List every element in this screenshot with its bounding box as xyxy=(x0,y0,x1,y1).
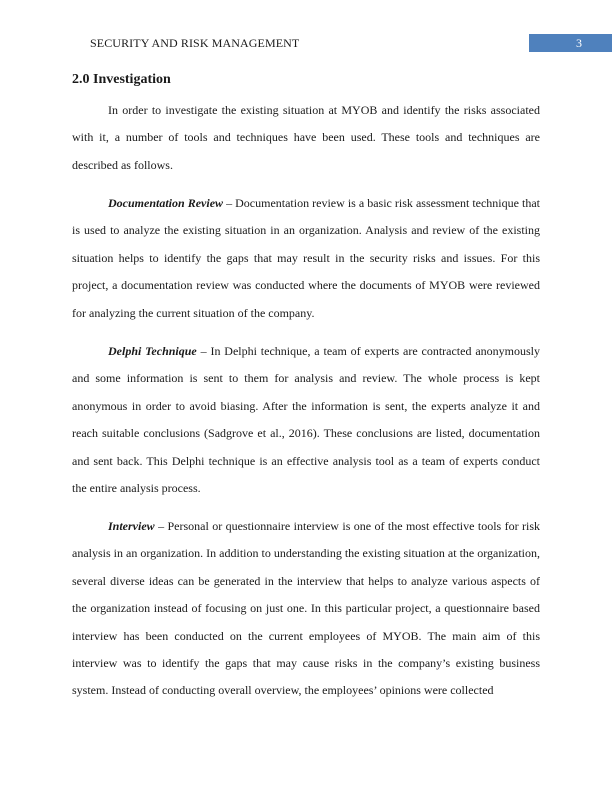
delphi-technique-text: – In Delphi technique, a team of experts are contracted anonymously and some information is sent to them for analysis and review. The whole process is kept anonymous in order to avoid biasing. After the information is sent, the experts analyze it and reach suitable conclusions (Sadgrove et al., 2016). These conclusions are listed, documentation and sent back. This Delphi technique is an effective analysis tool as a team of experts conduct the entire analysis process. xyxy=(72,344,540,496)
documentation-review-text: – Documentation review is a basic risk assessment technique that is used to analyze the existing situation in an organization. Analysis and review of the existing situation helps to identify the gaps that may result in the security risks and issues. For this project, a documentation review was conducted where the documents of MYOB were reviewed for analyzing the current situation of the company. xyxy=(72,196,540,320)
section-heading: 2.0 Investigation xyxy=(72,72,171,87)
delphi-technique-term: Delphi Technique xyxy=(108,344,197,358)
running-header: SECURITY AND RISK MANAGEMENT xyxy=(90,36,300,50)
delphi-technique-paragraph xyxy=(72,338,540,502)
interview-text: – Personal or questionnaire interview is one of the most effective tools for risk analysis in an organization. In addition to understanding the existing situation at the organization, several diverse ideas can be generated in the interview that helps to analyze various aspects of the organization instead of focusing on just one. In this particular project, a questionnaire based interview has been conducted on the current employees of MYOB. The main aim of this interview was to identify the gaps that may cause risks in the company’s existing business system. Instead of conducting overall overview, the employees’ opinions were collected xyxy=(72,519,540,698)
documentation-review-paragraph xyxy=(72,190,540,327)
page-number: 3 xyxy=(576,35,582,50)
page-number-badge xyxy=(529,34,612,52)
documentation-review-term: Documentation Review xyxy=(108,196,224,210)
intro-paragraph: In order to investigate the existing situation at MYOB and identify the risks associated with it, a number of tools and techniques have been used. These tools and techniques are described as follows. xyxy=(72,103,540,172)
interview-paragraph xyxy=(72,513,540,705)
interview-term: Interview xyxy=(108,519,155,533)
